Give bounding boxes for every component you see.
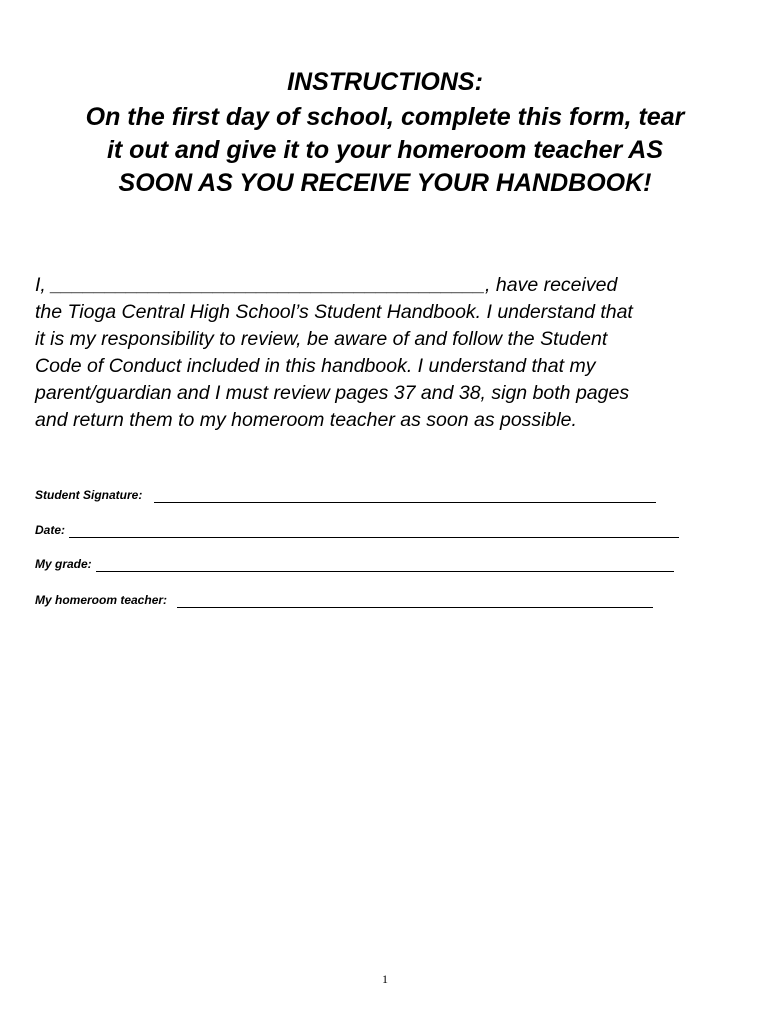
acknowledgement-paragraph (35, 272, 745, 434)
instructions-heading: INSTRUCTIONS: (287, 68, 483, 96)
date-field (35, 522, 679, 538)
instructions-line: it out and give it to your homeroom teacher AS (106, 136, 664, 164)
instructions-line: On the first day of school, complete this form, tear (85, 103, 685, 131)
acknowledgement-line: the Tioga Central High School’s Student Handbook. I understand that (35, 301, 633, 323)
instructions-text (30, 101, 740, 200)
date-blank[interactable] (69, 525, 679, 538)
date-label: Date: (35, 523, 66, 537)
acknowledgement-line: Code of Conduct included in this handbook. I understand that my (35, 355, 596, 377)
homeroom-teacher-field (35, 592, 653, 608)
acknowledgement-line: parent/guardian and I must review pages 37 and 38, sign both pages (35, 382, 630, 404)
student-signature-field (35, 487, 656, 503)
acknowledgement-line: it is my responsibility to review, be aware of and follow the Student (35, 328, 608, 350)
homeroom-teacher-blank[interactable] (177, 595, 653, 608)
homeroom-teacher-label: My homeroom teacher: (35, 593, 168, 607)
student-signature-blank[interactable] (154, 490, 656, 503)
grade-field (35, 556, 674, 572)
student-signature-label: Student Signature: (35, 488, 143, 502)
grade-blank[interactable] (96, 559, 674, 572)
acknowledgement-line: I, ________________________________________, have received (35, 274, 618, 296)
acknowledgement-line: and return them to my homeroom teacher as soon as possible. (35, 409, 577, 431)
grade-label: My grade: (35, 557, 92, 571)
instructions-line: SOON AS YOU RECEIVE YOUR HANDBOOK! (118, 169, 652, 197)
page-number: 1 (382, 972, 388, 986)
